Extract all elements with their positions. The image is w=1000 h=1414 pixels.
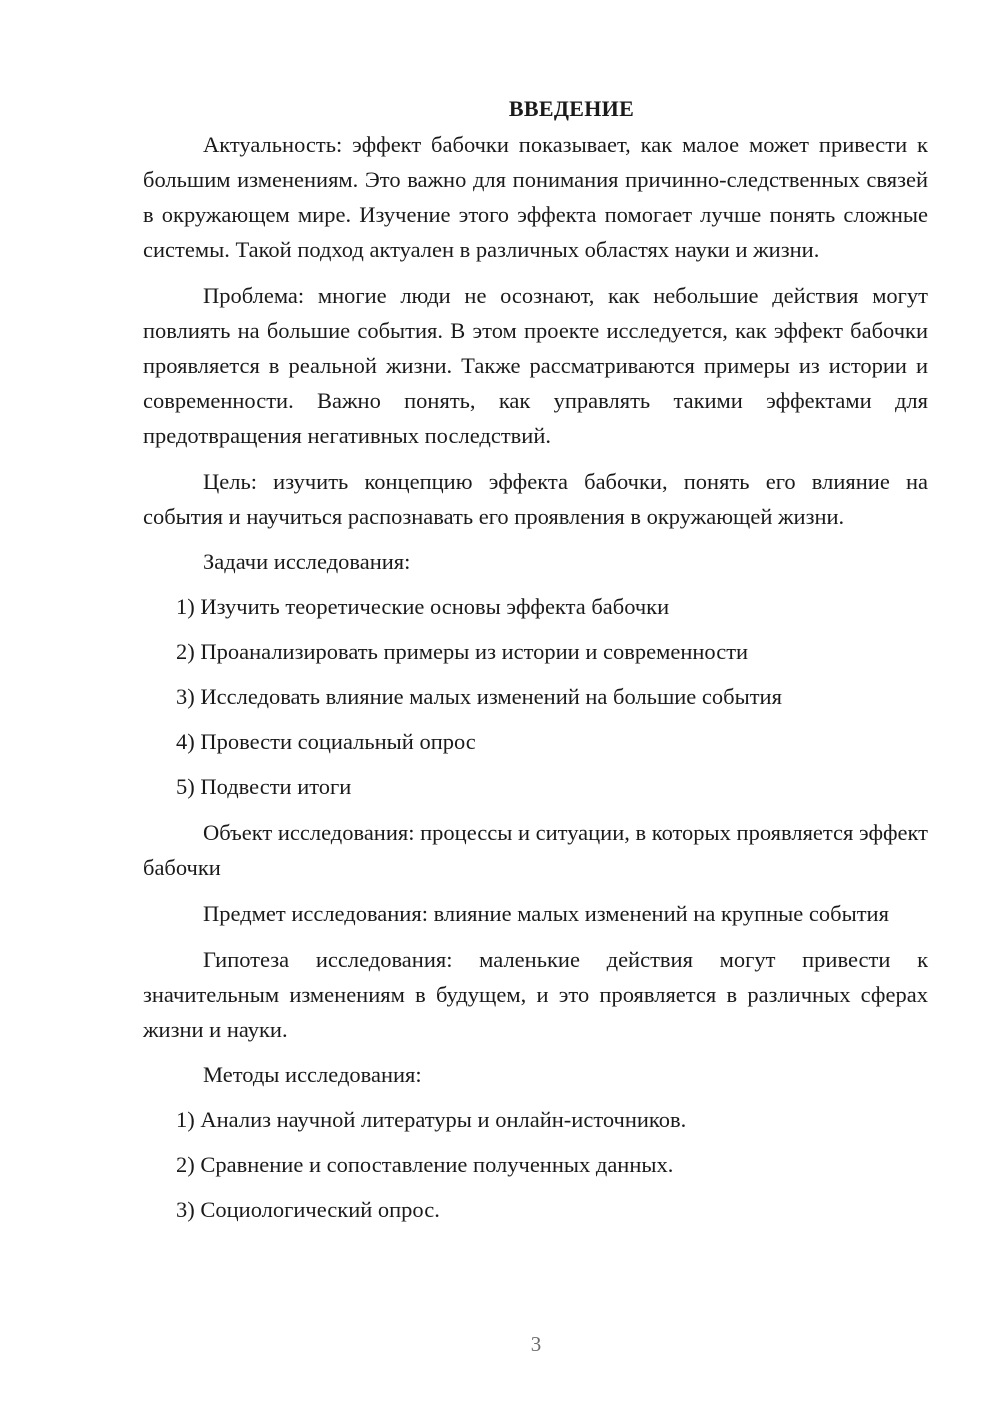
relevance-paragraph: Актуальность: эффект бабочки показывает, как малое может привести к большим изменениям. Это важно для понимания причинно-следственных связей в окружающем мире. Изучение этого эффекта помогает лучше понять сложные системы. Такой подход актуален в различных областях науки и жизни. [143, 132, 928, 262]
list-item: 2) Проанализировать примеры из истории и современности [176, 639, 749, 664]
list-item: 3) Социологический опрос. [176, 1197, 440, 1222]
research-object-paragraph: Объект исследования: процессы и ситуации, в которых проявляется эффект бабочки [143, 820, 928, 880]
tasks-list [143, 589, 928, 804]
list-item: 2) Сравнение и сопоставление полученных данных. [176, 1152, 674, 1177]
research-subject-paragraph: Предмет исследования: влияние малых изменений на крупные события [203, 901, 889, 926]
list-item: 4) Провести социальный опрос [176, 729, 476, 754]
list-item: 1) Изучить теоретические основы эффекта бабочки [176, 594, 670, 619]
list-item: 3) Исследовать влияние малых изменений на большие события [176, 684, 782, 709]
list-item: 1) Анализ научной литературы и онлайн-источников. [176, 1107, 687, 1132]
hypothesis-paragraph: Гипотеза исследования: маленькие действия могут привести к значительным изменениям в будущем, и это проявляется в различных сферах жизни и науки. [143, 947, 928, 1042]
document-page [143, 92, 928, 1227]
list-item: 5) Подвести итоги [176, 774, 352, 799]
methods-title: Методы исследования: [203, 1062, 422, 1087]
page-number: 3 [530, 1332, 542, 1356]
section-heading: ВВЕДЕНИЕ [508, 96, 635, 121]
tasks-title: Задачи исследования: [203, 549, 411, 574]
methods-list [143, 1102, 928, 1227]
problem-paragraph: Проблема: многие люди не осознают, как небольшие действия могут повлиять на большие события. В этом проекте исследуется, как эффект бабочки проявляется в реальной жизни. Также рассматриваются примеры из истории и современности. Важно понять, как управлять такими эффектами для предотвращения негативных последствий. [143, 283, 928, 448]
goal-paragraph: Цель: изучить концепцию эффекта бабочки, понять его влияние на события и научиться распознавать его проявления в окружающей жизни. [143, 469, 928, 529]
